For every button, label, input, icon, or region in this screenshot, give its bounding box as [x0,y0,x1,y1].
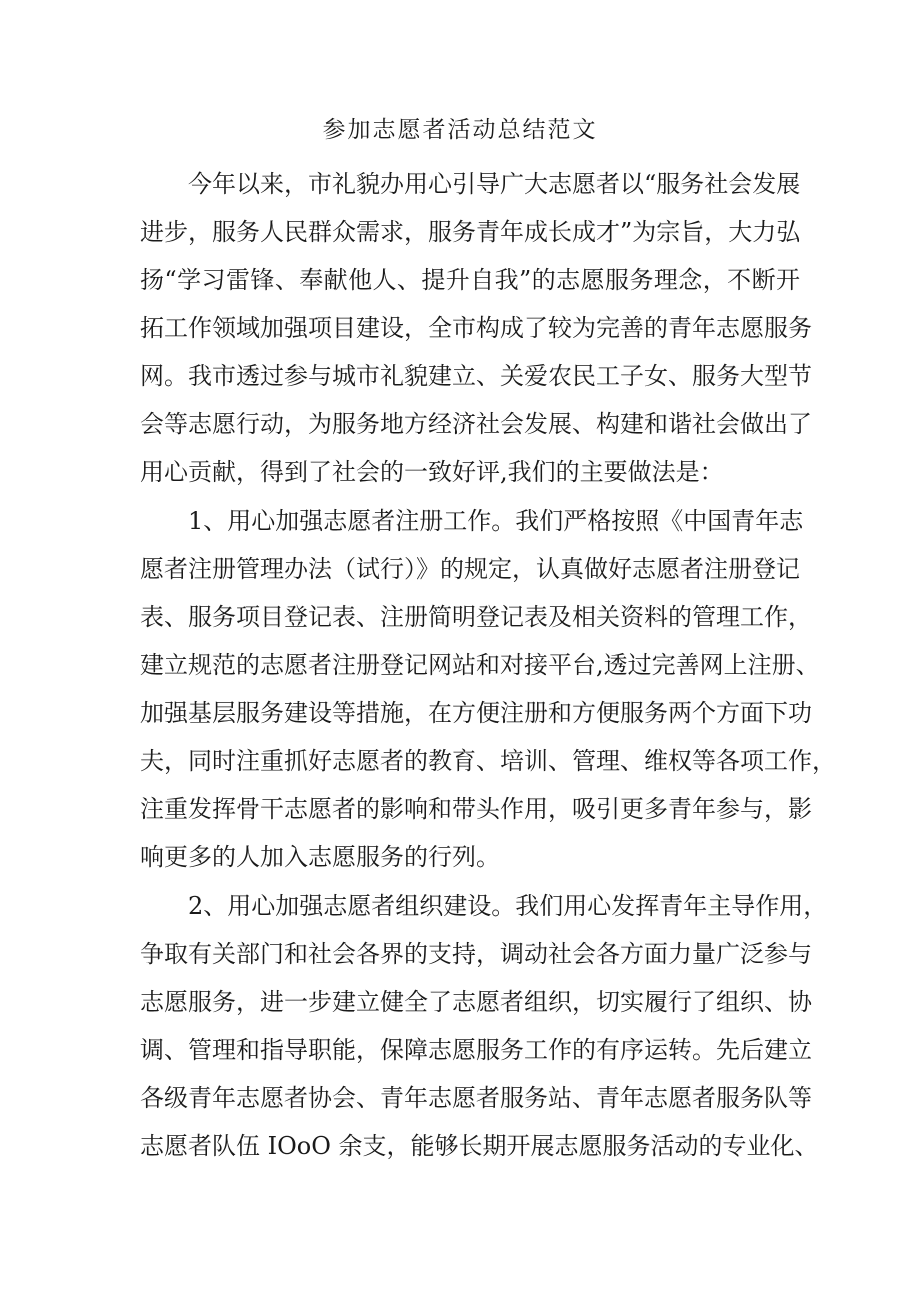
paragraph-line: 愿者注册管理办法（试行）》的规定，认真做好志愿者注册登记 [140,555,800,583]
paragraph-line: 进步，服务人民群众需求，服务青年成长成才”为宗旨，大力弘 [140,218,801,246]
paragraph-line: 2、用心加强志愿者组织建设。我们用心发挥青年主导作用， [188,892,828,920]
paragraph-line: 志愿服务，进一步建立健全了志愿者组织，切实履行了组织、协 [140,988,812,1016]
paragraph-line: 注重发挥骨干志愿者的影响和带头作用，吸引更多青年参与，影 [140,795,812,823]
paragraph-line: 建立规范的志愿者注册登记网站和对接平台,透过完善网上注册、 [140,651,820,679]
paragraph-line: 拓工作领域加强项目建设，全市构成了较为完善的青年志愿服务 [140,314,812,342]
document-title: 参加志愿者活动总结范文 [322,117,598,143]
paragraph-line: 夫，同时注重抓好志愿者的教育、培训、管理、维权等各项工作， [140,747,836,775]
paragraph-line: 表、服务项目登记表、注册简明登记表及相关资料的管理工作， [140,603,812,631]
paragraph-line: 会等志愿行动，为服务地方经济社会发展、构建和谐社会做出了 [140,410,812,438]
paragraph-line: 网。我市透过参与城市礼貌建立、关爱农民工子女、服务大型节 [140,362,812,390]
paragraph-line: 响更多的人加入志愿服务的行列。 [140,843,500,871]
paragraph-line: 调、管理和指导职能，保障志愿服务工作的有序运转。先后建立 [140,1036,812,1064]
paragraph-line: 各级青年志愿者协会、青年志愿者服务站、青年志愿者服务队等 [140,1084,812,1112]
paragraph-line: 争取有关部门和社会各界的支持，调动社会各方面力量广泛参与 [140,940,812,968]
paragraph-line: 加强基层服务建设等措施，在方便注册和方便服务两个方面下功 [140,699,812,727]
paragraph-line: 扬“学习雷锋、奉献他人、提升自我”的志愿服务理念，不断开 [140,266,800,294]
paragraph-line: 志愿者队伍 IOoO 余支，能够长期开展志愿服务活动的专业化、 [140,1132,819,1160]
paragraph-line: 用心贡献，得到了社会的一致好评,我们的主要做法是： [140,458,724,486]
paragraph-line: 1、用心加强志愿者注册工作。我们严格按照《中国青年志 [188,507,804,535]
paragraph-line: 今年以来，市礼貌办用心引导广大志愿者以“服务社会发展 [188,170,801,198]
